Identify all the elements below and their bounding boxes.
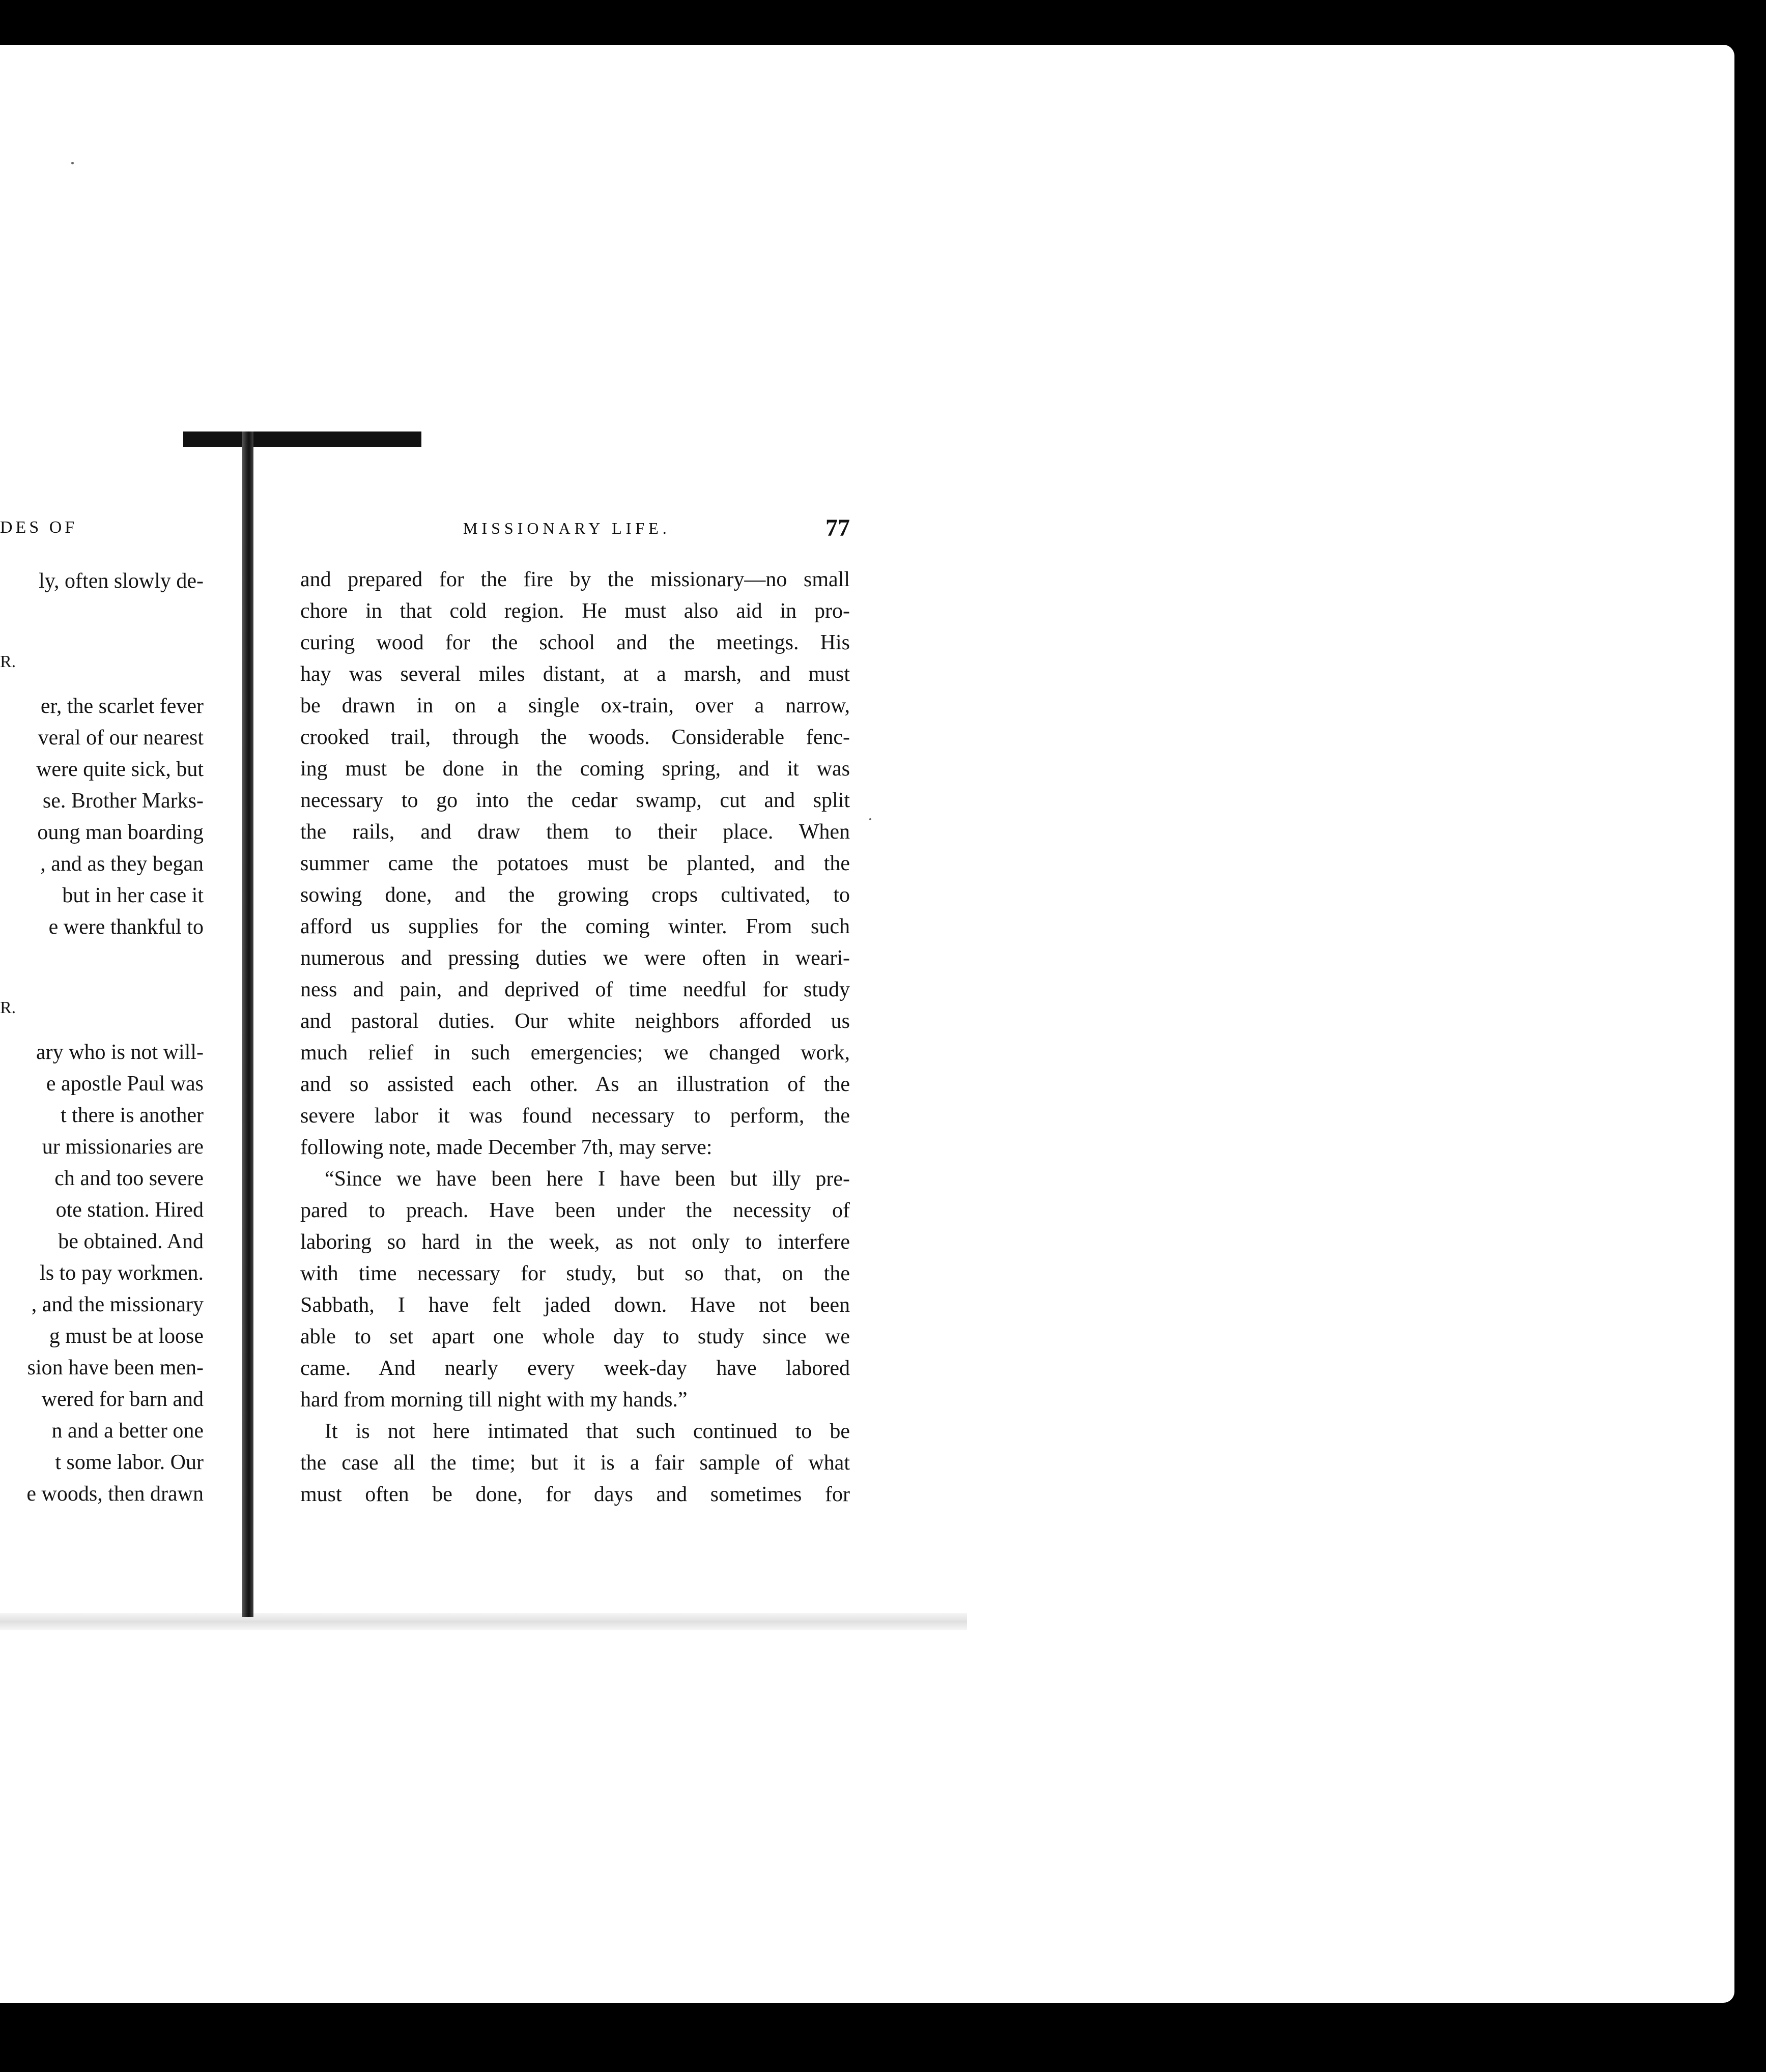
left-text-line: ly, often slowly de- — [39, 569, 204, 593]
running-title: MISSIONARY LIFE. — [463, 519, 671, 537]
text-line: pared to preach. Have been under the necessity of — [300, 1199, 850, 1222]
text-line: came. And nearly every week-day have labored — [300, 1357, 850, 1380]
left-text-line: t there is another — [60, 1104, 204, 1127]
text-line: chore in that cold region. He must also aid in pro- — [300, 599, 850, 623]
left-text-line: g must be at loose — [49, 1325, 204, 1348]
left-running-head: DES OF — [0, 518, 78, 537]
text-line: ing must be done in the coming spring, and it was — [300, 757, 850, 781]
text-line: summer came the potatoes must be planted, and the — [300, 852, 850, 875]
left-text-line: oung man boarding — [37, 821, 204, 844]
left-text-line: be obtained. And — [58, 1230, 204, 1253]
text-line: crooked trail, through the woods. Considerable fenc- — [300, 726, 850, 749]
text-line: and pastoral duties. Our white neighbors afforded us — [300, 1010, 850, 1033]
left-text-line: ur missionaries are — [42, 1135, 204, 1159]
text-line: severe labor it was found necessary to perform, the — [300, 1104, 850, 1128]
left-text-line: ote station. Hired — [55, 1198, 204, 1222]
running-head — [300, 516, 850, 544]
text-line: hard from morning till night with my hands.” — [300, 1388, 688, 1412]
text-line: numerous and pressing duties we were often in weari- — [300, 946, 850, 970]
left-text-line: sion have been men- — [27, 1356, 204, 1379]
main-page — [300, 45, 850, 1571]
text-line: with time necessary for study, but so that, on the — [300, 1262, 850, 1285]
text-line: curing wood for the school and the meetings. His — [300, 631, 850, 654]
book-gutter — [242, 431, 253, 1617]
text-line: able to set apart one whole day to study since we — [300, 1325, 850, 1348]
text-line: Sabbath, I have felt jaded down. Have not been — [300, 1293, 850, 1317]
left-text-line: wered for barn and — [41, 1388, 204, 1411]
left-text-line: e apostle Paul was — [46, 1072, 204, 1096]
left-heading-fragment: R. — [0, 652, 16, 671]
left-text-line: but in her case it — [62, 884, 204, 907]
text-line: It is not here intimated that such continued to be — [325, 1420, 850, 1443]
text-line: afford us supplies for the coming winter. From such — [300, 915, 850, 938]
text-line: must often be done, for days and sometimes for — [300, 1483, 850, 1506]
body-text — [300, 564, 850, 1510]
left-text-line: t some labor. Our — [55, 1451, 204, 1474]
left-text-line: er, the scarlet fever — [40, 695, 204, 718]
text-line: “Since we have been here I have been but illy pre- — [325, 1167, 850, 1191]
text-line: ness and pain, and deprived of time needful for study — [300, 978, 850, 1001]
left-text-line: , and the missionary — [31, 1293, 204, 1316]
scan-speck — [869, 818, 871, 820]
page-number: 77 — [825, 514, 850, 541]
left-page-fragment — [0, 45, 209, 1571]
left-text-line: e woods, then drawn — [26, 1482, 204, 1506]
text-line: and prepared for the fire by the missionary—no small — [300, 568, 850, 591]
text-line: hay was several miles distant, at a marsh, and must — [300, 663, 850, 686]
text-line: much relief in such emergencies; we changed work, — [300, 1041, 850, 1064]
page-bottom-shadow — [0, 1613, 967, 1630]
left-heading-fragment: R. — [0, 998, 16, 1017]
text-line: and so assisted each other. As an illustration of the — [300, 1073, 850, 1096]
text-line: the rails, and draw them to their place. When — [300, 820, 850, 844]
left-text-line: were quite sick, but — [36, 758, 204, 781]
left-text-line: ch and too severe — [54, 1167, 204, 1190]
left-text-line: veral of our nearest — [38, 726, 204, 750]
book-page-scan — [0, 45, 1734, 2003]
left-text-line: ary who is not will- — [36, 1041, 204, 1064]
text-line: be drawn in on a single ox-train, over a narrow, — [300, 694, 850, 717]
text-line: following note, made December 7th, may serve: — [300, 1136, 713, 1159]
left-text-line: ls to pay workmen. — [40, 1261, 204, 1285]
text-line: sowing done, and the growing crops cultivated, to — [300, 883, 850, 907]
left-text-line: n and a better one — [51, 1419, 204, 1443]
text-line: laboring so hard in the week, as not only to interfere — [300, 1230, 850, 1254]
left-text-line: se. Brother Marks- — [42, 789, 204, 813]
text-line: the case all the time; but it is a fair sample of what — [300, 1451, 850, 1475]
left-text-line: e were thankful to — [48, 915, 204, 939]
left-text-line: , and as they began — [40, 852, 204, 876]
text-line: necessary to go into the cedar swamp, cut and split — [300, 789, 850, 812]
